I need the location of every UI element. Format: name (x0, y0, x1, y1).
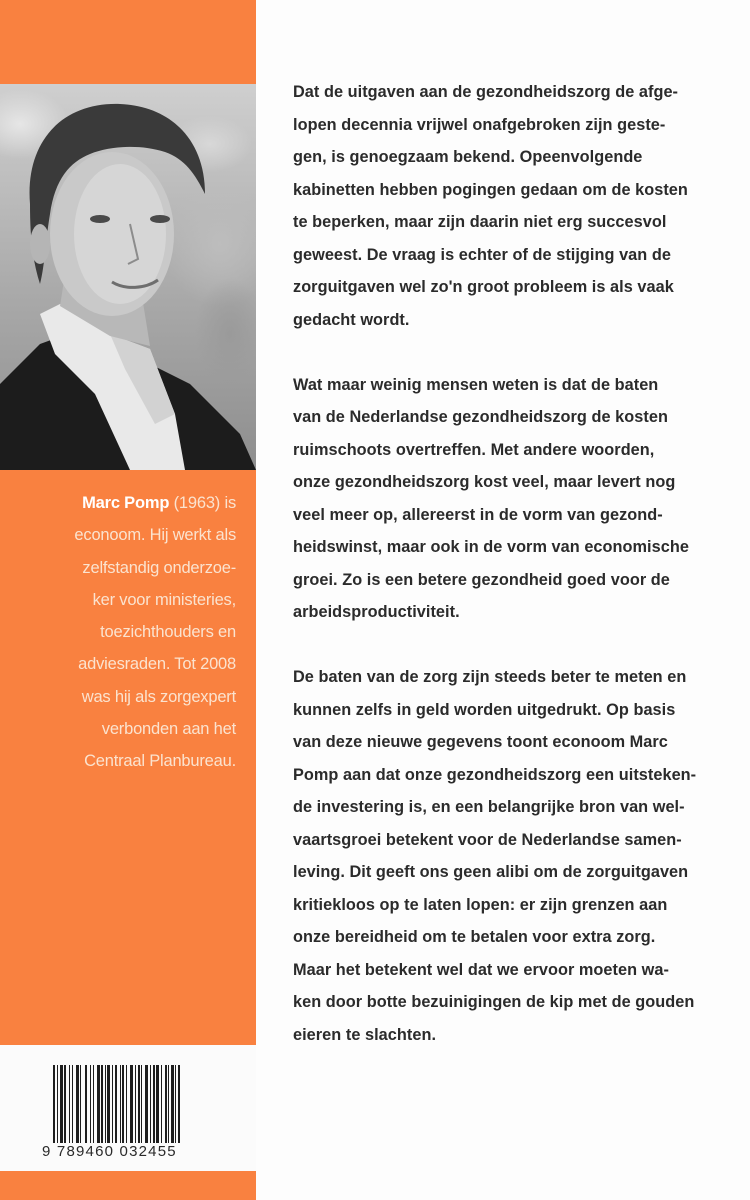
text-line: onze bereidheid om te betalen voor extra zorg. (293, 928, 656, 946)
text-line: Wat maar weinig mensen weten is dat de baten (293, 375, 659, 394)
bio-line: adviesraden. Tot 2008 (78, 655, 236, 674)
text-line: arbeidsproductiviteit. (293, 603, 460, 621)
blurb-paragraph-3 (293, 661, 733, 1051)
text-line: kabinetten hebben pogingen gedaan om de kosten (293, 180, 688, 199)
barcode-bars-icon (53, 1065, 197, 1143)
portrait-illustration (0, 84, 256, 470)
orange-side-panel (0, 0, 256, 1200)
text-line: de investering is, en een belangrijke bron van wel- (293, 798, 685, 816)
bio-line: Centraal Planbureau. (84, 752, 236, 771)
text-line: leving. Dit geeft ons geen alibi om de zorguitgaven (293, 863, 689, 881)
text-line: zorguitgaven wel zo'n groot probleem is als vaak (293, 278, 674, 296)
text-line: Dat de uitgaven aan de gezondheidszorg de afge- (293, 83, 679, 101)
text-line: gedacht wordt. (293, 310, 410, 329)
text-line: kritiekloos op te laten lopen: er zijn grenzen aan (293, 895, 668, 914)
text-line: De baten van de zorg zijn steeds beter te meten en (293, 668, 687, 686)
bio-line: ker voor ministeries, (92, 590, 236, 609)
bio-line: verbonden aan het (101, 720, 236, 739)
text-line: veel meer op, allereerst in de vorm van gezond- (293, 505, 663, 524)
blurb-paragraph-1 (293, 76, 733, 336)
bio-line: was hij als zorgexpert (81, 687, 236, 706)
text-line: heidswinst, maar ook in de vorm van economische (293, 538, 689, 556)
text-line: Pomp aan dat onze gezondheidszorg een uitsteken- (293, 765, 697, 784)
text-line: Maar het betekent wel dat we ervoor moeten wa- (293, 960, 669, 979)
bio-line: econoom. Hij werkt als (74, 526, 236, 545)
blurb-paragraph-2 (293, 369, 733, 629)
text-line: ruimschoots overtreffen. Met andere woorden, (293, 440, 655, 459)
isbn-number: 9 789460 032455 (42, 1143, 177, 1160)
text-line: ken door botte bezuinigingen de kip met de gouden (293, 993, 695, 1011)
author-name: Marc Pomp (82, 494, 170, 512)
barcode (0, 1045, 256, 1171)
text-line: groei. Zo is een betere gezondheid goed voor de (293, 570, 670, 589)
text-line: onze gezondheidszorg kost veel, maar levert nog (293, 473, 676, 491)
back-cover-blurb (293, 76, 733, 1084)
text-line: gen, is genoegzaam bekend. Opeenvolgende (293, 148, 643, 166)
text-line: lopen decennia vrijwel onafgebroken zijn geste- (293, 115, 666, 134)
text-line: van de Nederlandse gezondheidszorg de kosten (293, 408, 668, 426)
bio-line: zelfstandig onderzoe- (82, 558, 236, 577)
text-line: eieren te slachten. (293, 1025, 437, 1044)
author-photo (0, 84, 256, 470)
author-bio (16, 487, 236, 778)
bio-line: toezichthouders en (100, 623, 236, 642)
text-line: vaartsgroei betekent voor de Nederlandse samen- (293, 830, 682, 849)
bio-line-1: Marc Pomp (1963) is (82, 494, 236, 512)
text-line: te beperken, maar zijn daarin niet erg succesvol (293, 213, 667, 231)
text-line: geweest. De vraag is echter of de stijging van de (293, 245, 671, 264)
text-line: kunnen zelfs in geld worden uitgedrukt. Op basis (293, 700, 676, 719)
text-line: van deze nieuwe gegevens toont econoom Marc (293, 733, 668, 751)
